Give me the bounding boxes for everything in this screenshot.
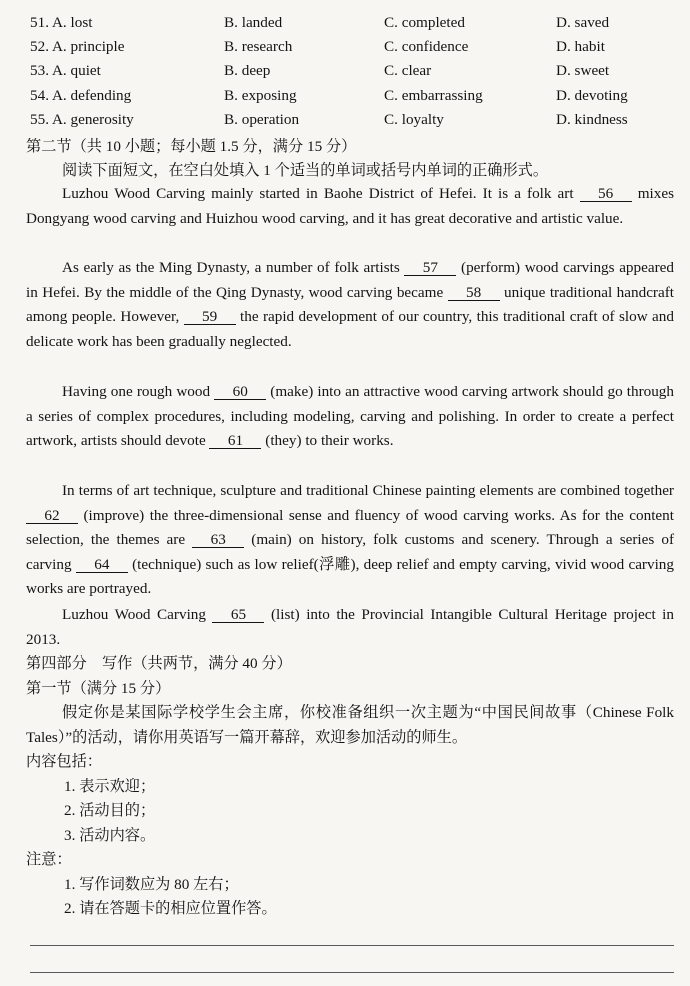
option-a: 51. A. lost — [30, 14, 93, 31]
answer-line[interactable] — [30, 972, 674, 973]
blank-63[interactable]: 63 — [192, 532, 244, 548]
option-c: C. clear — [384, 62, 432, 79]
blank-56[interactable]: 56 — [580, 186, 632, 202]
option-b: B. research — [224, 38, 293, 55]
writing-prompt: 假定你是某国际学校学生会主席，你校准备组织一次主题为“中国民间故事（Chinese Folk Tales）”的活动，请你用英语写一篇开幕辞，欢迎参加活动的师生。 — [26, 704, 674, 746]
passage-paragraph-1: Luzhou Wood Carving mainly started in Baohe District of Hefei. It is a folk art 56 mixes Dongyang wood carving and Huizhou wood carving, and it has great decorative and artistic value. — [26, 185, 674, 227]
option-c: C. completed — [384, 14, 465, 31]
option-d: D. sweet — [556, 62, 610, 79]
option-d: D. kindness — [556, 111, 628, 128]
option-row-53 — [30, 62, 670, 86]
blank-65[interactable]: 65 — [212, 607, 264, 623]
option-b: B. operation — [224, 111, 300, 128]
option-c: C. embarrassing — [384, 87, 483, 104]
section2-header: 第二节（共 10 小题；每小题 1.5 分，满分 15 分） — [26, 138, 357, 155]
content-item-3: 3. 活动内容。 — [64, 827, 156, 844]
option-a: 53. A. quiet — [30, 62, 101, 79]
part4-header: 第四部分 写作（共两节，满分 40 分） — [26, 655, 292, 672]
content-label: 内容包括： — [26, 753, 102, 770]
option-d: D. habit — [556, 38, 605, 55]
option-b: B. deep — [224, 62, 271, 79]
passage-paragraph-4: In terms of art technique, sculpture and traditional Chinese painting elements are combined together 62 (improve) the three-dimensional sense and fluency of wood carving works. As for the content selection, the themes are 63 (main) on history, folk customs and scenery. Through a series of carving 64 (technique) such as low relief(浮雕), deep relief and empty carving, vivid wood carving works are portrayed. — [26, 482, 674, 598]
blank-58[interactable]: 58 — [448, 285, 500, 301]
passage-paragraph-5: Luzhou Wood Carving 65 (list) into the Provincial Intangible Cultural Heritage project in 2013. — [26, 606, 674, 648]
part4-section1-header: 第一节（满分 15 分） — [26, 680, 171, 697]
option-d: D. devoting — [556, 87, 628, 104]
passage-paragraph-2: As early as the Ming Dynasty, a number of folk artists 57 (perform) wood carvings appeared in Hefei. By the middle of the Qing Dynasty, wood carving became 58 unique traditional handcraft among people. However, 59 the rapid development of our country, this traditional craft of slow and delicate work has been gradually neglected. — [26, 259, 675, 350]
blank-57[interactable]: 57 — [404, 260, 456, 276]
option-a: 52. A. principle — [30, 38, 125, 55]
blank-62[interactable]: 62 — [26, 508, 78, 524]
blank-61[interactable]: 61 — [209, 433, 261, 449]
section2-instruction: 阅读下面短文，在空白处填入 1 个适当的单词或括号内单词的正确形式。 — [62, 162, 548, 179]
blank-60[interactable]: 60 — [214, 384, 266, 400]
notes-item-1: 1. 写作词数应为 80 左右； — [64, 876, 239, 893]
option-c: C. loyalty — [384, 111, 444, 128]
option-d: D. saved — [556, 14, 610, 31]
blank-59[interactable]: 59 — [184, 309, 236, 325]
passage-paragraph-3: Having one rough wood 60 (make) into an attractive wood carving artwork should go through a series of complex procedures, including modeling, carving and polishing. In order to create a perfect artwork, artists should devote 61 (they) to their works. — [26, 383, 674, 450]
option-row-54 — [30, 87, 670, 111]
option-a: 55. A. generosity — [30, 111, 134, 128]
option-b: B. landed — [224, 14, 283, 31]
option-row-52 — [30, 38, 670, 62]
answer-line[interactable] — [30, 945, 674, 946]
option-c: C. confidence — [384, 38, 469, 55]
notes-label: 注意： — [26, 851, 72, 868]
option-a: 54. A. defending — [30, 87, 132, 104]
content-item-1: 1. 表示欢迎； — [64, 778, 156, 795]
blank-64[interactable]: 64 — [76, 557, 128, 573]
option-row-55 — [30, 111, 670, 135]
option-b: B. exposing — [224, 87, 297, 104]
option-row-51 — [30, 14, 670, 38]
content-item-2: 2. 活动目的； — [64, 802, 156, 819]
notes-item-2: 2. 请在答题卡的相应位置作答。 — [64, 900, 277, 917]
